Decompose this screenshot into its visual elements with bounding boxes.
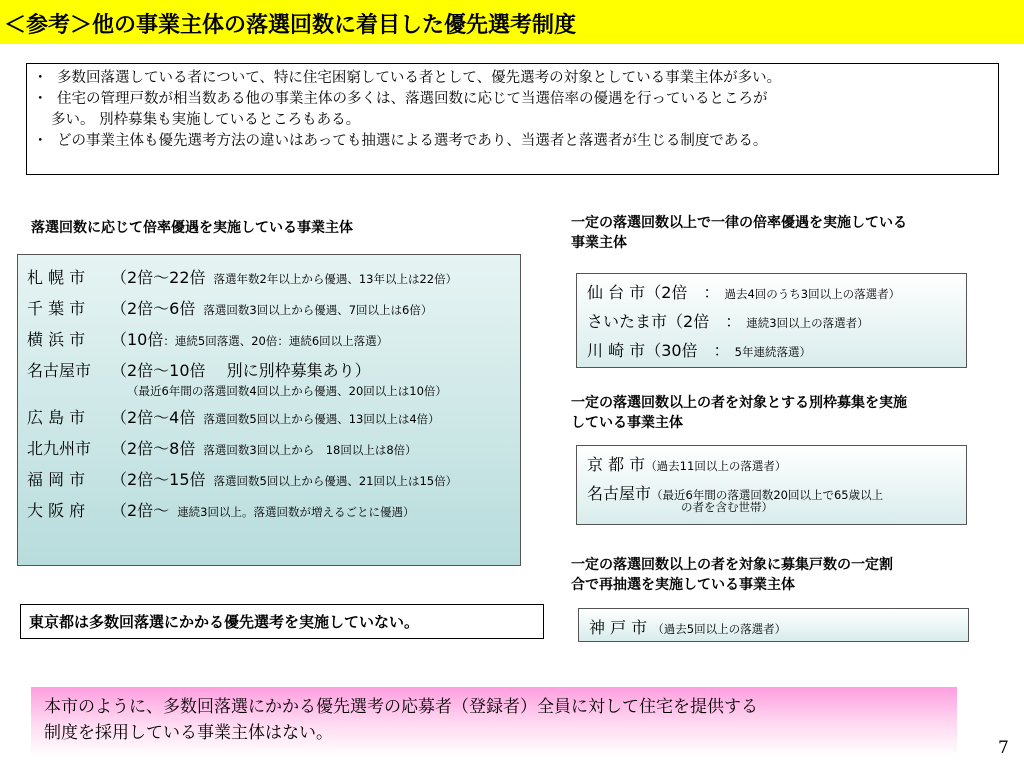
- list-item: [27, 467, 520, 498]
- nagoya-sub-note: （最近6年間の落選回数4回以上から優遇、20回以上は10倍）: [127, 384, 447, 398]
- rate-note: 5年連続落選）: [734, 345, 811, 359]
- city-name: 仙 台 市: [587, 283, 646, 302]
- page-number: 7: [998, 738, 1009, 758]
- summary-text: 多数回落選している者について、特に住宅困窮している者として、優先選考の対象としている事業主体が多い。: [57, 70, 782, 86]
- list-item: [587, 280, 966, 309]
- rate-text: （2倍 ：: [667, 312, 742, 331]
- rate-text: （2倍～8倍: [111, 439, 196, 458]
- city-name: 名古屋市: [587, 484, 652, 503]
- left-cities-box: [17, 254, 521, 566]
- page-title: ＜参考＞他の事業主体の落選回数に着目した優先選考制度: [0, 0, 1024, 44]
- conclusion-box: [31, 687, 957, 756]
- list-item: [27, 265, 520, 296]
- list-item: [27, 436, 520, 467]
- right-section-3-heading: [571, 555, 893, 595]
- rate-text: （2倍～22倍: [111, 268, 206, 287]
- right-section-1-heading: [571, 213, 907, 253]
- list-item: [589, 615, 968, 644]
- list-item: [587, 309, 966, 338]
- heading-line: 合で再抽選を実施している事業主体: [571, 577, 795, 593]
- right-section-2-heading: [571, 393, 907, 433]
- list-item: [27, 498, 520, 529]
- rate-note: 落選回数5回以上から優遇、13回以上は4倍）: [203, 412, 440, 426]
- summary-box: [26, 63, 999, 175]
- heading-line: 一定の落選回数以上の者を対象とする別枠募集を実施: [571, 395, 907, 411]
- rate-note: （過去11回以上の落選者）: [645, 459, 787, 473]
- summary-line-4: [33, 131, 992, 152]
- rate-note: （最近6年間の落選回数20回以上で65歳以上: [651, 488, 884, 502]
- nagoya-sub-note: の者を含む世帯）: [681, 500, 773, 514]
- heading-line: 事業主体: [571, 235, 627, 251]
- rate-text: （30倍 ：: [645, 341, 730, 360]
- summary-text: どの事業主体も優先選考方法の違いはあっても抽選による選考であり、当選者と落選者が生じる制度である。: [57, 133, 768, 149]
- summary-line-3: [33, 110, 992, 131]
- conclusion-line: 本市のように、多数回落選にかかる優先選考の応募者（登録者）全員に対して住宅を提供する: [44, 697, 758, 717]
- bullet: ・: [33, 70, 48, 86]
- city-name: 大 阪 府: [27, 501, 86, 520]
- bullet: ・: [33, 133, 48, 149]
- city-name: 横 浜 市: [27, 330, 86, 349]
- summary-line-2: [33, 89, 992, 110]
- list-item: [27, 296, 520, 327]
- rate-text: （2倍～: [111, 501, 170, 520]
- rate-note: 落選回数5回以上から優遇、21回以上は15倍）: [213, 474, 458, 488]
- list-item: [27, 358, 520, 389]
- rate-note: 落選回数3回以上から優遇、7回以上は6倍）: [203, 303, 433, 317]
- city-name: さいたま市: [587, 312, 668, 331]
- redraw-box: [578, 608, 969, 642]
- rate-note: 連続3回以上の落選者）: [746, 316, 869, 330]
- list-item: [27, 327, 520, 358]
- city-name: 北九州市: [27, 439, 92, 458]
- rate-text: （2倍～4倍: [111, 408, 196, 427]
- heading-line: 一定の落選回数以上で一律の倍率優遇を実施している: [571, 215, 907, 231]
- city-name: 京 都 市: [587, 455, 646, 474]
- list-item: [587, 338, 966, 367]
- heading-line: している事業主体: [571, 415, 683, 431]
- city-name: 名古屋市: [27, 361, 92, 380]
- left-section-heading: 落選回数に応じて倍率優遇を実施している事業主体: [31, 220, 353, 236]
- city-name: 札 幌 市: [27, 268, 86, 287]
- separate-recruitment-box: [576, 445, 967, 525]
- summary-text: 住宅の管理戸数が相当数ある他の事業主体の多くは、落選回数に応じて当選倍率の優遇を行っているところが: [57, 91, 768, 107]
- rate-note: 落選回数3回以上から 18回以上は8倍）: [203, 443, 417, 457]
- tokyo-note-box: 東京都は多数回落選にかかる優先選考を実施していない。: [20, 604, 544, 639]
- summary-text: 多い。 別枠募集も実施しているところもある。: [51, 112, 361, 128]
- rate-text: （10倍: [111, 330, 164, 349]
- rate-note: 過去4回のうち3回以上の落選者）: [724, 287, 901, 301]
- bullet: ・: [33, 91, 48, 107]
- rate-note: 連続3回以上。落選回数が増えるごとに優遇）: [177, 505, 415, 519]
- heading-line: 一定の落選回数以上の者を対象に募集戸数の一定割: [571, 557, 893, 573]
- rate-note: ：連続5回落選、20倍：連続6回以上落選）: [163, 334, 389, 348]
- city-name: 広 島 市: [27, 408, 86, 427]
- rate-note: 落選年数2年以上から優遇、13年以上は22倍）: [213, 272, 458, 286]
- rate-text: （2倍～15倍: [111, 470, 206, 489]
- conclusion-line: 制度を採用している事業主体はない。: [44, 723, 333, 743]
- list-item: [587, 452, 966, 481]
- city-name: 川 崎 市: [587, 341, 646, 360]
- uniform-rate-box: [576, 273, 967, 368]
- city-name: 神 戸 市: [589, 618, 648, 637]
- rate-note: （過去5回以上の落選者）: [652, 622, 787, 636]
- city-name: 千 葉 市: [27, 299, 86, 318]
- list-item: [27, 405, 520, 436]
- rate-text: （2倍 ：: [645, 283, 720, 302]
- rate-text: （2倍～10倍 別に別枠募集あり）: [111, 361, 371, 380]
- city-name: 福 岡 市: [27, 470, 86, 489]
- rate-text: （2倍～6倍: [111, 299, 196, 318]
- summary-line-1: [33, 68, 992, 89]
